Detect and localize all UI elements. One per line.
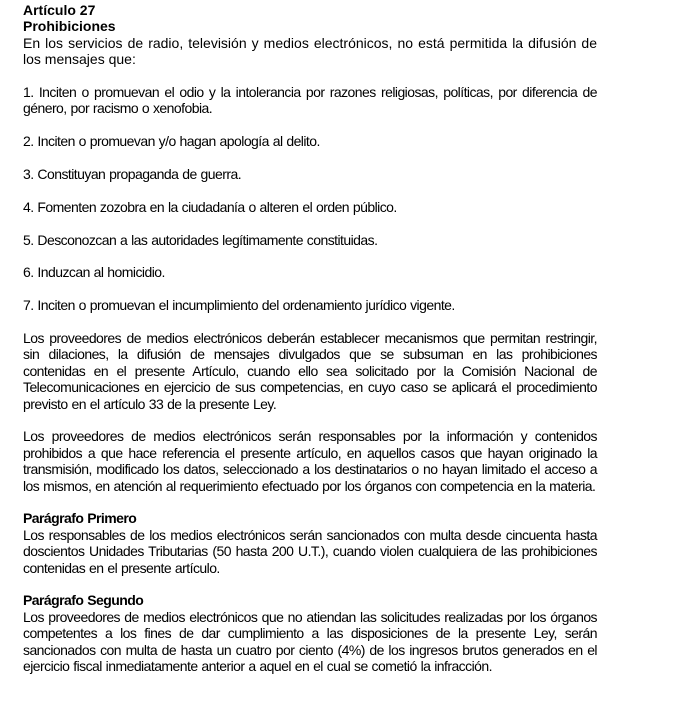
spacer xyxy=(23,117,597,133)
prohibition-item-3: 3. Constituyan propaganda de guerra. xyxy=(23,166,242,183)
spacer xyxy=(23,215,597,231)
spacer xyxy=(23,150,597,166)
paragraph-responsibility: Los proveedores de medios electrónicos serán responsables por la información y contenidos prohibidos a que hace referencia el presente artículo, en aquellos casos que hayan originado la transmisión, modificado los datos, seleccionado a los destinatarios o no hayan limitado el acceso a los mismos, en atención al requerimiento efectuado por los órganos con competencia en la materia. xyxy=(23,428,597,494)
spacer xyxy=(23,68,597,84)
spacer xyxy=(23,494,597,510)
spacer xyxy=(23,412,597,428)
prohibition-item-5: 5. Desconozcan a las autoridades legítimamente constituidas. xyxy=(23,231,378,248)
paragrafo-primero-text: Los responsables de los medios electrónicos serán sancionados con multa desde cincuenta hasta doscientos Unidades Tributarias (50 hasta 200 U.T.), cuando violen cualquiera de las prohibiciones contenidas en el presente artículo. xyxy=(23,526,597,576)
prohibition-item-7: 7. Inciten o promuevan el incumplimiento del ordenamiento jurídico vigente. xyxy=(23,297,455,314)
spacer xyxy=(23,281,597,297)
article-title: Prohibiciones xyxy=(23,18,116,35)
paragraph-mechanisms: Los proveedores de medios electrónicos deberán establecer mecanismos que permitan restringir, sin dilaciones, la difusión de mensajes divulgados que se subsuman en las prohibiciones contenidas en el presente Artículo, cuando ello sea solicitado por la Comisión Nacional de Telecomunicaciones en ejercicio de sus competencias, en cuyo caso se aplicará el procedimiento previsto en el artículo 33 de la presente Ley. xyxy=(23,330,597,412)
paragrafo-segundo-text: Los proveedores de medios electrónicos que no atiendan las solicitudes realizadas por los órganos competentes a los fines de dar cumplimiento a las disposiciones de la presente Ley, serán sancionados con multa de hasta un cuatro por ciento (4%) de los ingresos brutos generados en el ejercicio fiscal inmediatamente anterior a aquel en el cual se cometió la infracción. xyxy=(23,608,597,675)
article-number: Artículo 27 xyxy=(23,2,96,18)
prohibition-item-4: 4. Fomenten zozobra en la ciudadanía o alteren el orden público. xyxy=(23,198,397,215)
prohibition-item-6: 6. Induzcan al homicidio. xyxy=(23,264,165,281)
spacer xyxy=(23,314,597,330)
document-page xyxy=(23,2,597,674)
spacer xyxy=(23,182,597,198)
article-intro: En los servicios de radio, televisión y medios electrónicos, no está permitida la difusión de los mensajes que: xyxy=(23,34,597,68)
prohibition-item-1: 1. Inciten o promuevan el odio y la intolerancia por razones religiosas, políticas, por diferencia de género, por racismo o xenofobia. xyxy=(23,84,597,117)
spacer xyxy=(23,576,597,592)
paragrafo-primero-heading: Parágrafo Primero xyxy=(23,510,137,527)
spacer xyxy=(23,248,597,264)
prohibition-item-2: 2. Inciten o promuevan y/o hagan apología al delito. xyxy=(23,133,320,150)
paragrafo-segundo-heading: Parágrafo Segundo xyxy=(23,592,144,609)
